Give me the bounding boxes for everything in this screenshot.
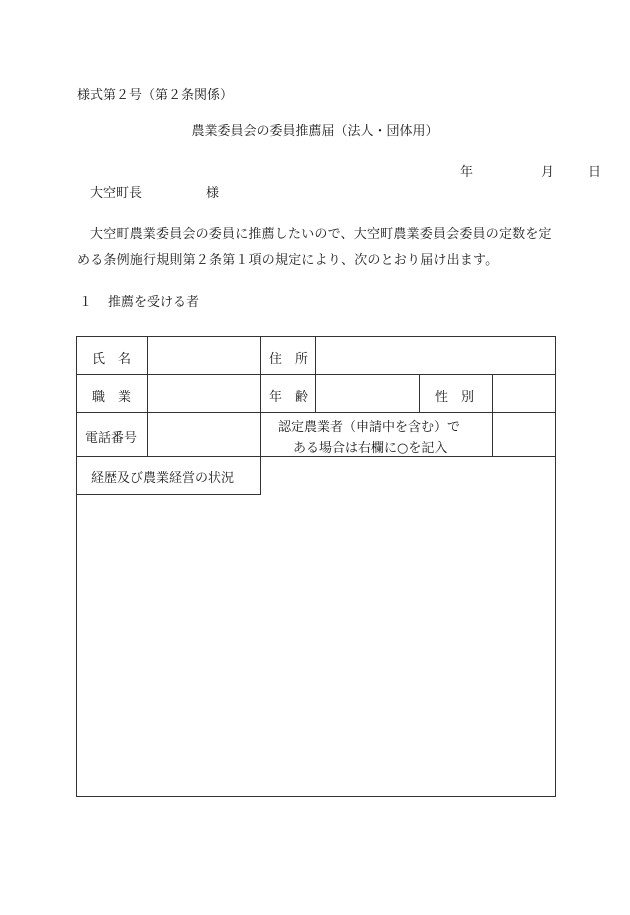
name-field[interactable]: [148, 337, 260, 374]
section-heading: [79, 291, 199, 310]
section-title: 推薦を受ける者: [108, 295, 200, 310]
addressee-name: 大空町長: [90, 186, 143, 201]
occupation-label: 職 業: [92, 390, 132, 405]
body-paragraph: 大空町農業委員会の委員に推薦したいので、大空町農業委員会委員の定数を定める条例施行規則第２条第１項の規定により、次のとおり届け出ます。: [77, 227, 552, 268]
addressee-honorific: 様: [206, 186, 220, 201]
certified-farmer-mark-field[interactable]: [493, 413, 555, 456]
age-field[interactable]: [316, 375, 419, 412]
career-label: 経歴及び農業経営の状況: [91, 471, 235, 486]
certified-farmer-note-line2: ある場合は右欄に○を記入: [293, 441, 448, 456]
nominee-table: [76, 336, 556, 797]
career-field[interactable]: [77, 495, 555, 796]
column-divider: [419, 374, 420, 412]
addressee: [90, 182, 219, 201]
age-label: 年 齢: [269, 390, 309, 405]
certified-farmer-note-line1: 認定農業者（申請中を含む）で: [278, 420, 461, 435]
sex-label: 性 別: [435, 390, 475, 405]
date-line: [460, 161, 601, 180]
address-label: 住 所: [269, 352, 309, 367]
address-field[interactable]: [316, 337, 555, 374]
phone-field[interactable]: [148, 413, 260, 456]
phone-label: 電話番号: [85, 431, 138, 446]
date-day-label: 日: [588, 165, 602, 180]
section-number: １: [79, 295, 93, 310]
occupation-field[interactable]: [148, 375, 260, 412]
form-number: 様式第２号（第２条関係）: [77, 88, 234, 103]
date-year-label: 年: [460, 165, 474, 180]
date-month-label: 月: [541, 165, 555, 180]
sex-field[interactable]: [493, 375, 555, 412]
form-title: 農業委員会の委員推薦届（法人・団体用）: [191, 124, 439, 139]
name-label: 氏 名: [92, 352, 132, 367]
column-divider: [260, 337, 261, 495]
row-divider: [77, 456, 555, 457]
